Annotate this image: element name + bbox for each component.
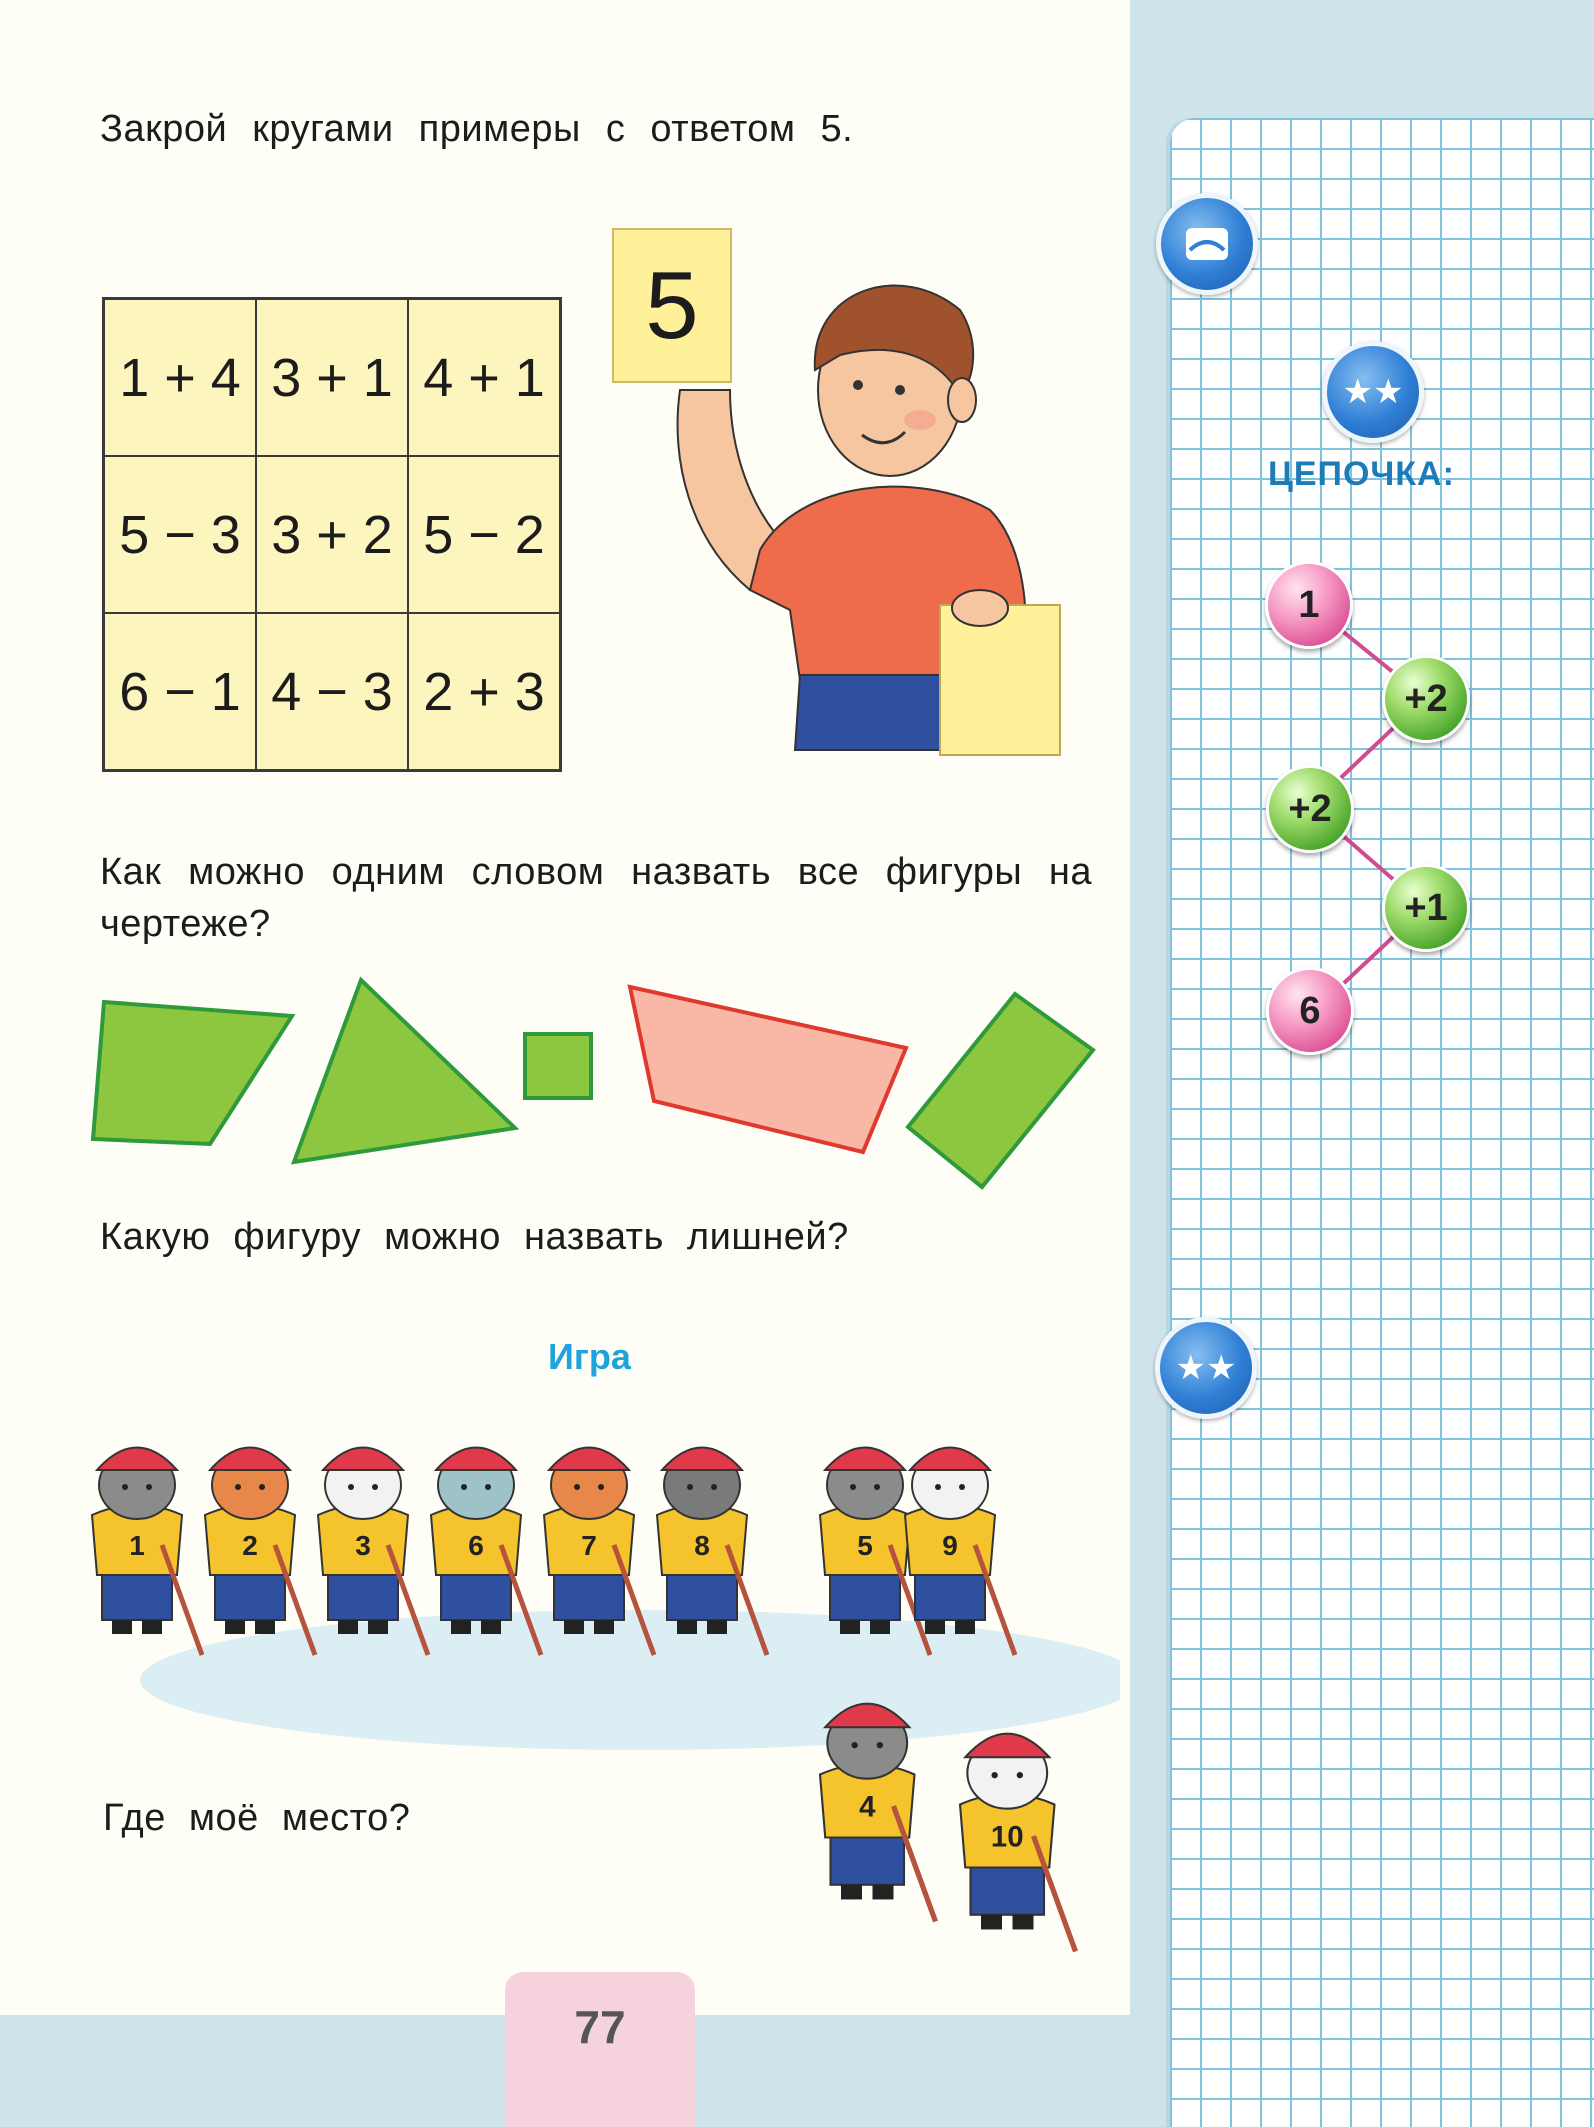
jersey-number: 2 xyxy=(242,1530,258,1561)
question-shapes-name: Как можно одним словом назвать все фигуры на чертеже? xyxy=(100,851,1092,945)
jersey-number: 1 xyxy=(129,1530,145,1561)
stars-icon[interactable]: ★★ xyxy=(1322,341,1424,443)
chain-ball-end: 6 xyxy=(1266,967,1354,1055)
chain-ball-step: +1 xyxy=(1382,864,1470,952)
example-cell[interactable]: 2 + 3 xyxy=(408,613,560,770)
example-cell[interactable]: 3 + 2 xyxy=(256,456,408,613)
chain-title: ЦЕПОЧКА: xyxy=(1268,455,1455,493)
game-title: Игра xyxy=(548,1336,631,1377)
page-number: 77 xyxy=(505,1972,695,2127)
pink-quadrilateral-shape xyxy=(630,987,906,1152)
jersey-number: 6 xyxy=(468,1530,484,1561)
hockey-cat xyxy=(960,1734,1076,1952)
chain-ball-step: +2 xyxy=(1266,765,1354,853)
stars-icon[interactable]: ★★ xyxy=(1155,1317,1257,1419)
chain-ball-step: +2 xyxy=(1382,655,1470,743)
notebook-icon[interactable] xyxy=(1156,193,1258,295)
jersey-number: 9 xyxy=(942,1530,958,1561)
shapes-drawing xyxy=(88,972,1098,1192)
number-card: 5 xyxy=(612,228,732,383)
jersey-number: 7 xyxy=(581,1530,597,1561)
jersey-number: 10 xyxy=(990,1820,1024,1854)
hockey-cats-illustration xyxy=(80,1420,1120,1980)
jersey-number: 4 xyxy=(859,1790,876,1824)
game-question: Где моё место? xyxy=(103,1797,411,1839)
example-cell[interactable]: 5 − 2 xyxy=(408,456,560,613)
hockey-cat xyxy=(92,1448,202,1656)
margin-background xyxy=(1160,0,1594,118)
task-instruction: Закрой кругами примеры с ответом 5. xyxy=(100,108,854,150)
trapezoid-shape xyxy=(93,1002,292,1144)
example-cell[interactable]: 5 − 3 xyxy=(104,456,256,613)
rectangle-shape xyxy=(908,994,1093,1187)
triangle-shape xyxy=(294,980,515,1162)
question-odd-shape: Какую фигуру можно назвать лишней? xyxy=(100,1216,849,1258)
jersey-number: 8 xyxy=(694,1530,710,1561)
example-cell[interactable]: 4 + 1 xyxy=(408,299,560,456)
square-shape xyxy=(525,1034,591,1098)
jersey-number: 5 xyxy=(857,1530,873,1561)
example-cell[interactable]: 6 − 1 xyxy=(104,613,256,770)
examples-grid xyxy=(102,297,562,772)
hockey-cat xyxy=(205,1448,315,1656)
example-cell[interactable]: 4 − 3 xyxy=(256,613,408,770)
jersey-number: 3 xyxy=(355,1530,371,1561)
chain-ball-start: 1 xyxy=(1265,561,1353,649)
example-cell[interactable]: 3 + 1 xyxy=(256,299,408,456)
example-cell[interactable]: 1 + 4 xyxy=(104,299,256,456)
